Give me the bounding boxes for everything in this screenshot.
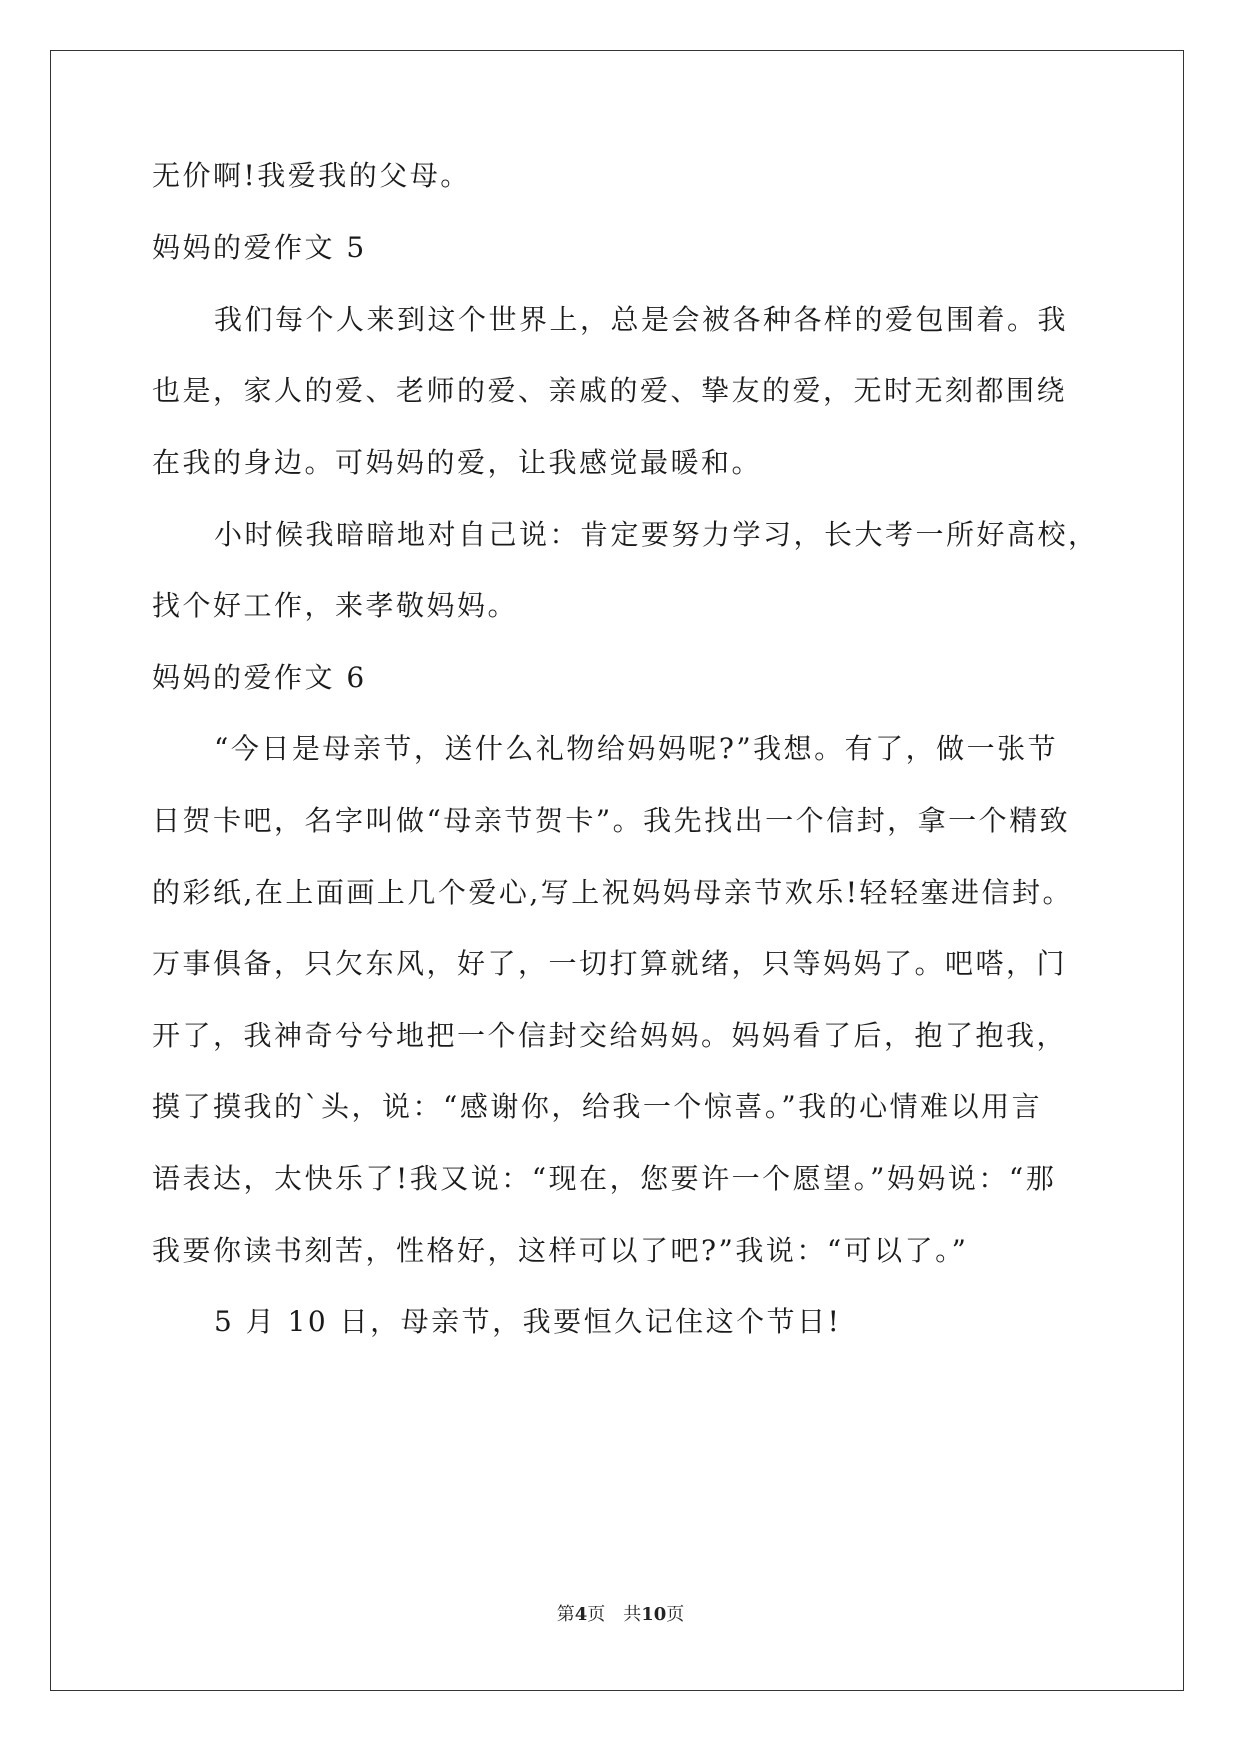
- text-line: 5 月 10 日，母亲节，我要恒久记住这个节日!: [214, 1305, 842, 1338]
- section-heading: 妈妈的爱作文 5: [152, 231, 367, 264]
- text-line: 开了，我神奇兮兮地把一个信封交给妈妈。妈妈看了后，抱了抱我，: [152, 1019, 1068, 1052]
- page-suffix: 页: [587, 1604, 606, 1625]
- text-line: 语表达，太快乐了!我又说：“现在，您要许一个愿望。”妈妈说：“那: [152, 1162, 1057, 1195]
- text-line: 我要你读书刻苦，性格好，这样可以了吧?”我说：“可以了。”: [152, 1234, 969, 1267]
- text-line: 的彩纸,在上面画上几个爱心,写上祝妈妈母亲节欢乐!轻轻塞进信封。: [152, 876, 1074, 909]
- text-line: 找个好工作，来孝敬妈妈。: [152, 589, 519, 622]
- page-prefix: 第: [556, 1604, 575, 1625]
- text-line: 小时候我暗暗地对自己说：肯定要努力学习，长大考一所好高校，: [214, 518, 1099, 551]
- page-number: 4: [574, 1604, 588, 1625]
- text-line: 日贺卡吧，名字叫做“母亲节贺卡”。我先找出一个信封，拿一个精致: [152, 804, 1071, 837]
- section-heading: 妈妈的爱作文 6: [152, 661, 367, 694]
- total-suffix: 页: [666, 1604, 685, 1625]
- text-line: 也是，家人的爱、老师的爱、亲戚的爱、挚友的爱，无时无刻都围绕: [152, 374, 1068, 407]
- text-line: 我们每个人来到这个世界上，总是会被各种各样的爱包围着。我: [214, 303, 1069, 336]
- total-pages: 10: [641, 1604, 667, 1625]
- page-border: [50, 50, 1184, 1691]
- text-line: 无价啊!我爱我的父母。: [152, 159, 471, 192]
- text-line: 万事俱备，只欠东风，好了，一切打算就绪，只等妈妈了。吧嗒，门: [152, 947, 1068, 980]
- text-line: “今日是母亲节，送什么礼物给妈妈呢?”我想。有了，做一张节: [214, 732, 1059, 765]
- page-footer: [0, 1603, 1241, 1627]
- total-prefix: 共: [623, 1604, 642, 1625]
- text-line: 摸了摸我的`头，说：“感谢你，给我一个惊喜。”我的心情难以用言: [152, 1090, 1043, 1123]
- text-line: 在我的身边。可妈妈的爱，让我感觉最暖和。: [152, 446, 763, 479]
